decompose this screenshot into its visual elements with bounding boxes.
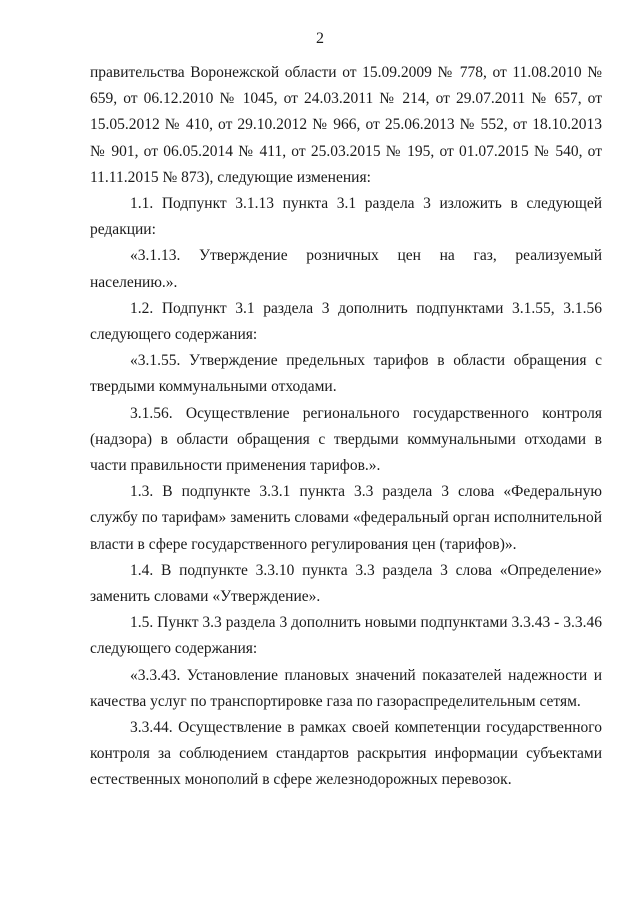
paragraph-1-3: 1.3. В подпункте 3.3.1 пункта 3.3 раздела 3 слова «Федеральную службу по тарифам» заменить словами «федеральный орган исполнительной власти в сфере государственного регулирования цен (тарифов)». <box>90 483 602 553</box>
paragraph-1-1: 1.1. Подпункт 3.1.13 пункта 3.1 раздела 3 изложить в следующей редакции: <box>90 195 602 239</box>
page-number: 2 <box>316 30 324 47</box>
paragraph-1-2: 1.2. Подпункт 3.1 раздела 3 дополнить подпунктами 3.1.55, 3.1.56 следующего содержания: <box>90 299 602 344</box>
paragraph-3-3-44: 3.3.44. Осуществление в рамках своей компетенции государственного контроля за соблюдением стандартов раскрытия информации субъектами естественных монополий в сфере железнодорожных перевозок. <box>90 719 602 789</box>
paragraph-intro: правительства Воронежской области от 15.09.2009 № 778, от 11.08.2010 № 659, от 06.12.2010 № 1045, от 24.03.2011 № 214, от 29.07.2011 № 657, от 15.05.2012 № 410, от 29.10.2012 № 966, от 25.06.2013 № 552, от 18.10.2013 № 901, от 06.05.2014 № 411, от 25.03.2015 № 195, от 01.07.2015 № 540, от 11.11.2015 № 873), следующие изменения: <box>90 64 602 186</box>
document-body <box>90 60 602 794</box>
paragraph-3-1-13: «3.1.13. Утверждение розничных цен на газ, реализуемый населению.». <box>90 247 602 291</box>
paragraph-1-5: 1.5. Пункт 3.3 раздела 3 дополнить новыми подпунктами 3.3.43 - 3.3.46 следующего содержания: <box>90 614 602 658</box>
paragraph-3-1-56: 3.1.56. Осуществление регионального государственного контроля (надзора) в области обращения с твердыми коммунальными отходами в части правильности применения тарифов.». <box>90 404 602 475</box>
paragraph-3-3-43: «3.3.43. Установление плановых значений показателей надежности и качества услуг по транспортировке газа по газораспределительным сетям. <box>90 666 602 710</box>
paragraph-3-1-55: «3.1.55. Утверждение предельных тарифов в области обращения с твердыми коммунальными отходами. <box>90 352 602 396</box>
paragraph-1-4: 1.4. В подпункте 3.3.10 пункта 3.3 раздела 3 слова «Определение» заменить словами «Утверждение». <box>90 561 602 606</box>
